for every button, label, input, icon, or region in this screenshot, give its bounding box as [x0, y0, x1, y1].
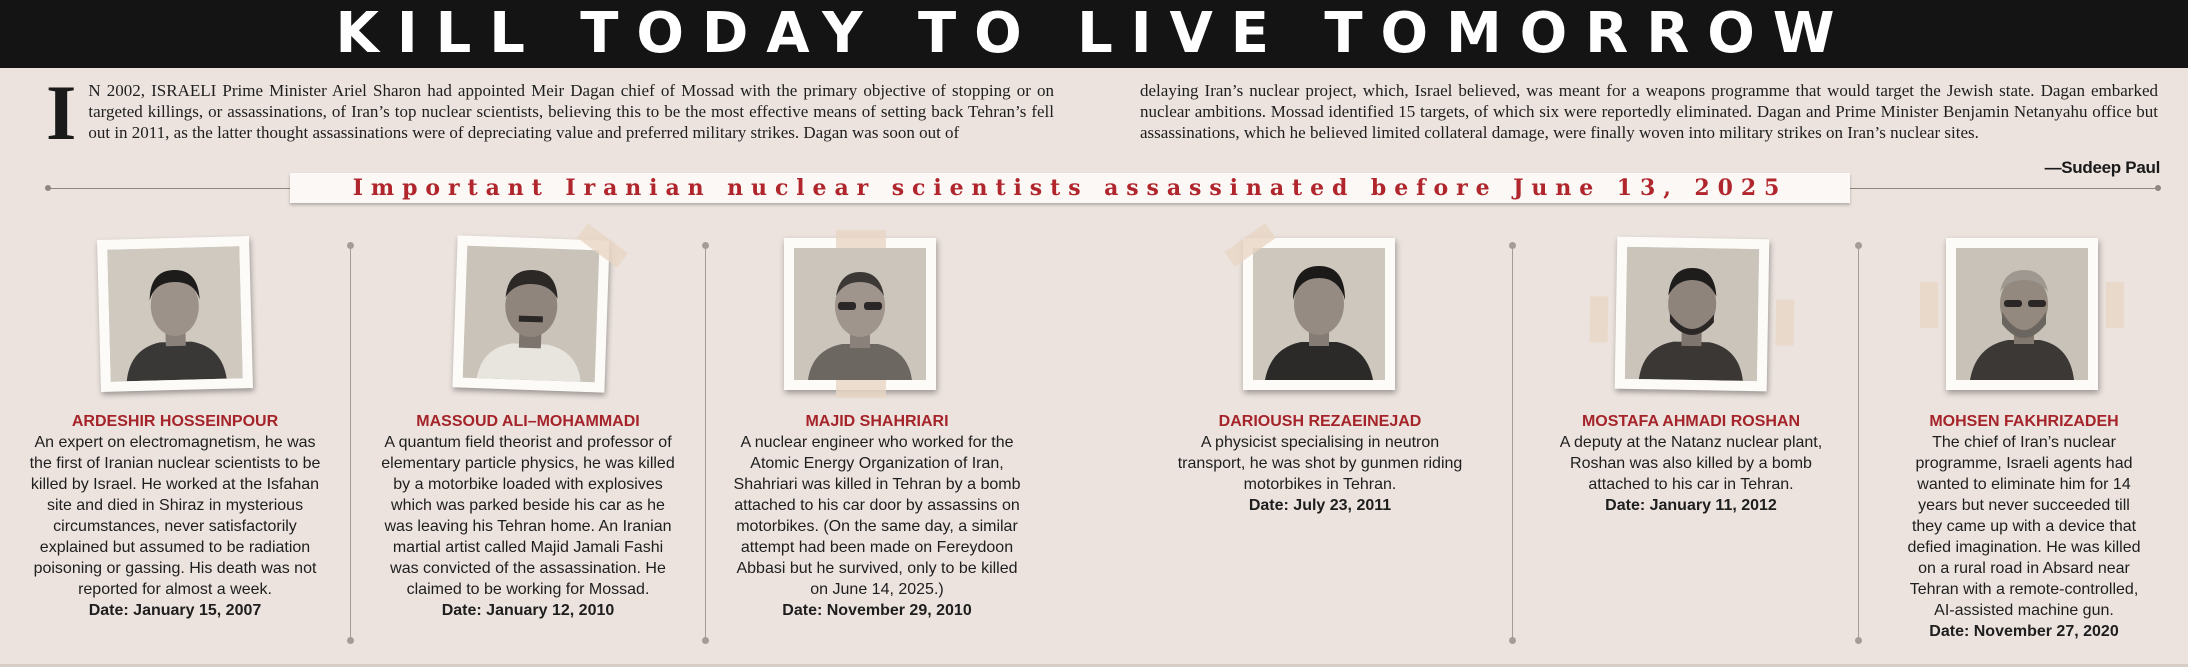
portrait-image	[1253, 248, 1385, 380]
scientist-name: MOHSEN FAKHRIZADEH	[1929, 413, 2119, 430]
column-divider	[1858, 246, 1859, 640]
scientist-name: DARIOUSH REZAEINEJAD	[1218, 413, 1422, 430]
column-divider	[705, 246, 706, 640]
portrait-photo	[1243, 238, 1395, 390]
scientist-card	[25, 412, 325, 621]
rule-dot-left	[45, 185, 51, 191]
scientist-description: A nuclear engineer who worked for the Atomic Energy Organization of Iran, Shahriari was killed in Tehran by a bomb attached to his car door by assassins on motorbikes. (On the same day, a similar attempt had been made on Fereydoon Abbasi but he survived, only to be killed on June 14, 2025.)	[733, 434, 1021, 598]
section-title: Important Iranian nuclear scientists assassinated before June 13, 2025	[352, 175, 1788, 201]
scientist-description: The chief of Iran’s nuclear programme, Israeli agents had wanted to eliminate him for 14 years but never succeeded till they came up with a device that defied imagination. He was killed on a rural road in Absard near Tehran with a remote-controlled, AI-assisted machine gun.	[1907, 434, 2141, 619]
column-divider	[1512, 246, 1513, 640]
portrait-photo	[1615, 237, 1770, 392]
portrait-photo	[97, 236, 253, 392]
drop-cap: I	[46, 69, 77, 156]
headline-title: KILL TODAY TO LIVE TOMORROW	[335, 1, 1853, 66]
scientist-card	[1541, 412, 1841, 516]
portrait-photo	[784, 238, 936, 390]
rule-dot-right	[2155, 185, 2161, 191]
portrait-image	[1625, 247, 1759, 381]
portrait-image	[107, 246, 242, 381]
scientist-card	[1170, 412, 1470, 516]
scientist-date: Date: January 12, 2010	[441, 602, 615, 619]
scientist-name: MOSTAFA AHMADI ROSHAN	[1581, 413, 1801, 430]
intro-right-text: delaying Iran’s nuclear project, which, Israel believed, was meant for a weapons programme that would target the Jewish state. Dagan embarked nuclear ambitions. Mossad identified 15 targets, of which six were reportedly eliminated. Dagan and Prime Minister Benjamin Netanyahu office but assassinations, which he believed limited collateral damage, were finally woven into military strikes on Iran’s nuclear sites.	[1140, 81, 2158, 142]
intro-left-text: N 2002, ISRAELI Prime Minister Ariel Sharon had appointed Meir Dagan chief of Mossad with the primary objective of stopping or on targeted killings, or assassinations, of Iran’s top nuclear scientists, believing this to be the most effective means of setting back Tehran’s fell out in 2011, as the latter thought assassinations were of depreciating value and preferred military strikes. Dagan was soon out of	[88, 81, 1054, 142]
scientist-date: Date: July 23, 2011	[1248, 497, 1392, 514]
scientist-description: An expert on electromagnetism, he was the first of Iranian nuclear scientists to be killed by Israel. He worked at the Isfahan site and died in Shiraz in mysterious circumstances, never satisfactorily explained but assumed to be radiation poisoning or gassing. His death was not reported for almost a week.	[29, 434, 321, 598]
intro-left-column	[46, 69, 1054, 156]
scientist-description: A quantum field theorist and professor of elementary particle physics, he was killed by a motorbike loaded with explosives which was parked beside his car as he was leaving his Tehran home. An Iranian martial artist called Majid Jamali Fashi was convicted of the assassination. He claimed to be working for Mossad.	[381, 434, 675, 598]
section-banner	[290, 173, 1850, 203]
tape-strip	[1589, 296, 1608, 342]
headline-banner	[0, 0, 2188, 68]
tape-strip	[1920, 282, 1938, 328]
scientist-description: A physicist specialising in neutron transport, he was shot by gunmen riding motorbikes in Tehran.	[1177, 434, 1463, 493]
scientist-date: Date: November 27, 2020	[1929, 623, 2119, 640]
portrait-image	[463, 246, 600, 383]
scientist-date: Date: November 29, 2010	[782, 602, 972, 619]
column-divider	[350, 246, 351, 640]
tape-strip	[836, 230, 886, 248]
intro-right-column	[1140, 80, 2158, 143]
scientist-card	[1874, 412, 2174, 642]
tape-strip	[836, 380, 886, 398]
tape-strip	[2106, 282, 2124, 328]
scientist-date: Date: January 11, 2012	[1605, 497, 1777, 514]
portrait-image	[1956, 248, 2088, 380]
scientist-date: Date: January 15, 2007	[88, 602, 262, 619]
portrait-image	[794, 248, 926, 380]
tape-strip	[1775, 299, 1794, 345]
scientist-card	[727, 412, 1027, 621]
scientist-name: ARDESHIR HOSSEINPOUR	[71, 413, 279, 430]
scientist-card	[378, 412, 678, 621]
scientist-name: MASSOUD ALI–MOHAMMADI	[416, 413, 640, 430]
scientist-description: A deputy at the Natanz nuclear plant, Roshan was also killed by a bomb attached to his car in Tehran.	[1559, 434, 1823, 493]
portrait-photo	[452, 235, 609, 392]
scientist-name: MAJID SHAHRIARI	[805, 413, 949, 430]
byline: —Sudeep Paul	[2044, 158, 2160, 177]
portrait-photo	[1946, 238, 2098, 390]
